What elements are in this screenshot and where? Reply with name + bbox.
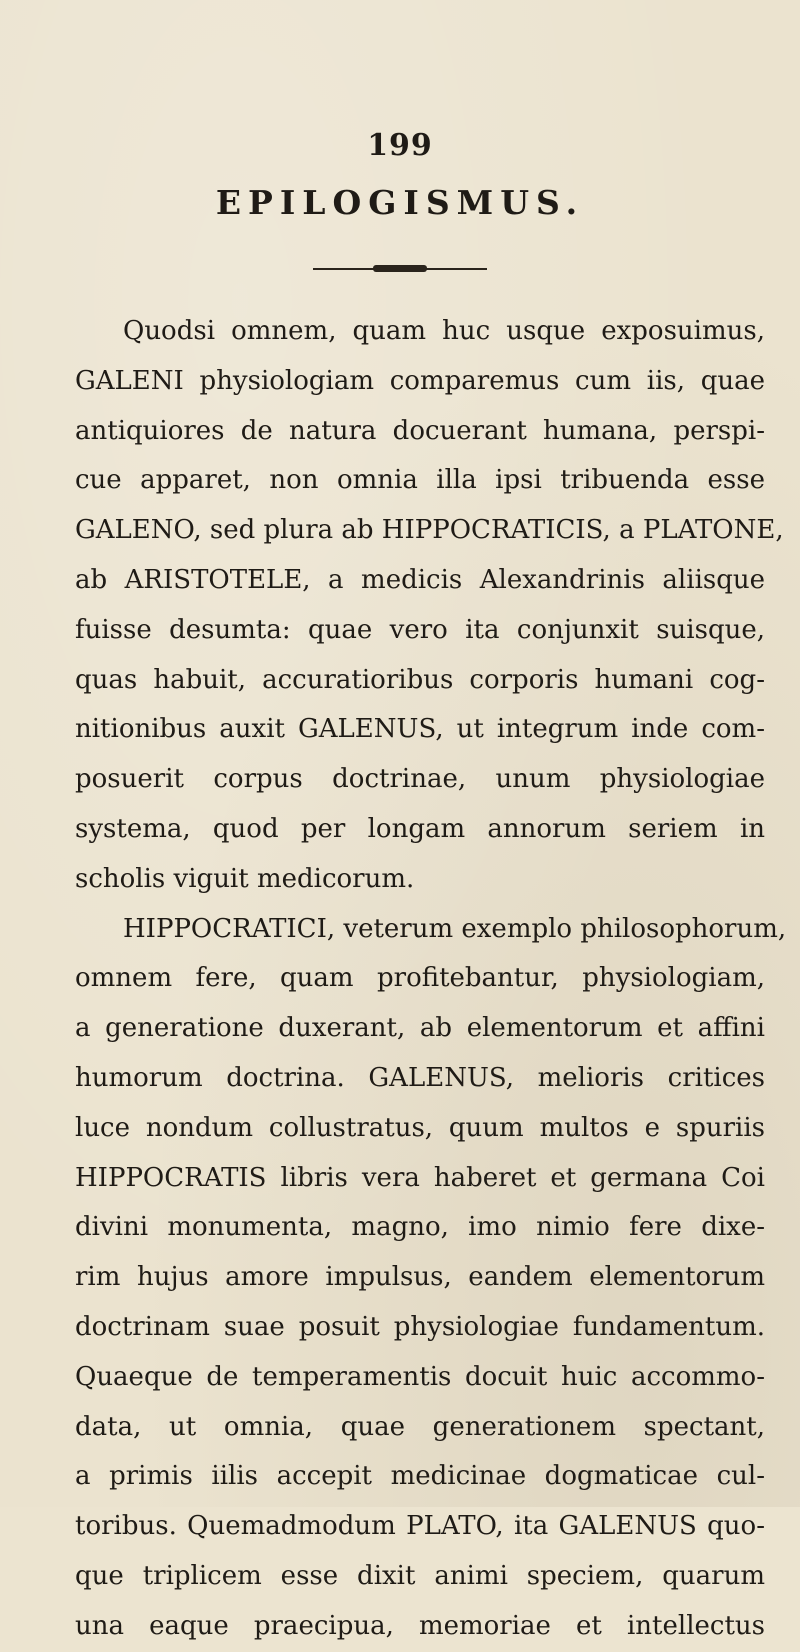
text-line: GALENO, sed plura ab HIPPOCRATICIS, a PLATONE,: [75, 515, 784, 546]
text-line: quas habuit, accuratioribus corporis humani cog-: [75, 664, 765, 695]
text-line: que triplicem esse dixit animi speciem, quarum: [75, 1560, 765, 1591]
text-line: luce nondum collustratus, quum multos e spuriis: [75, 1112, 765, 1143]
text-line: antiquiores de natura docuerant humana, perspi-: [75, 415, 765, 446]
text-line: doctrinam suae posuit physiologiae fundamentum.: [75, 1311, 765, 1342]
text-line: divini monumenta, magno, imo nimio fere dixe-: [75, 1212, 765, 1243]
text-line: cue apparet, non omnia illa ipsi tribuenda esse: [75, 465, 765, 496]
section-heading: EPILOGISMUS.: [215, 183, 585, 222]
text-line: HIPPOCRATICI, veterum exemplo philosophorum,: [123, 913, 787, 944]
body-text: [75, 307, 787, 1652]
text-line: posuerit corpus doctrinae, unum physiologiae: [75, 764, 765, 795]
text-line: una eaque praecipua, memoriae et intellectus: [75, 1610, 765, 1641]
text-line: a generatione duxerant, ab elementorum et affini: [75, 1013, 765, 1044]
text-line: Quodsi omnem, quam huc usque exposuimus,: [123, 316, 765, 346]
text-line: GALENI physiologiam comparemus cum iis, quae: [75, 365, 765, 396]
text-line: nitionibus auxit GALENUS, ut integrum inde com-: [75, 714, 765, 745]
text-line: rim hujus amore impulsus, eandem elementorum: [75, 1262, 765, 1293]
text-line: Quaeque de temperamentis docuit huic accommo-: [75, 1361, 765, 1392]
ornamental-rule-center: [373, 265, 427, 272]
text-line: omnem fere, quam profitebantur, physiologiam,: [75, 963, 765, 994]
text-line: humorum doctrina. GALENUS, melioris critices: [75, 1062, 765, 1093]
text-line: ab ARISTOTELE, a medicis Alexandrinis aliisque: [75, 564, 765, 595]
text-line: fuisse desumta: quae vero ita conjunxit suisque,: [75, 614, 765, 645]
text-line: systema, quod per longam annorum seriem in: [75, 813, 765, 844]
page-number: 199: [367, 128, 433, 163]
text-line: scholis viguit medicorum.: [75, 863, 415, 894]
text-line: data, ut omnia, quae generationem spectant,: [75, 1411, 765, 1442]
text-line: a primis iilis accepit medicinae dogmaticae cul-: [75, 1461, 765, 1492]
text-line: HIPPOCRATIS libris vera haberet et germana Coi: [75, 1162, 765, 1193]
text-line: toribus. Quemadmodum PLATO, ita GALENUS quo-: [75, 1511, 765, 1542]
